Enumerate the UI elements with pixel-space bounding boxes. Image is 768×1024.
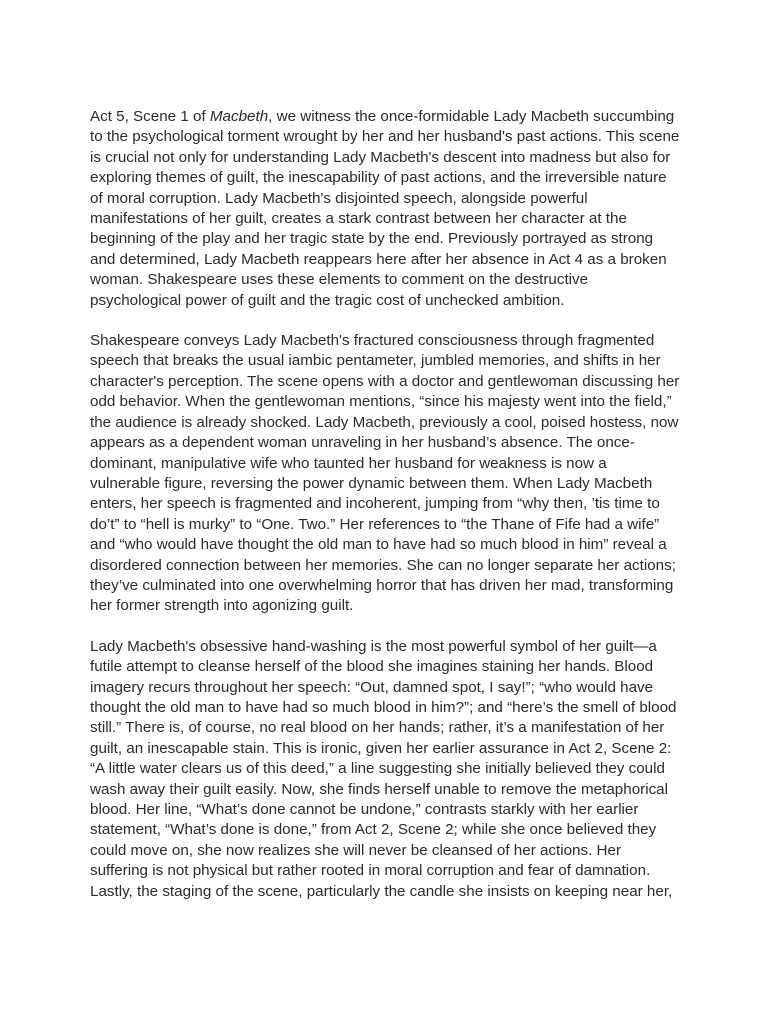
play-title: Macbeth: [209, 108, 269, 125]
paragraph-3: Lady Macbeth's obsessive hand-washing is the most powerful symbol of her guilt—a futile attempt to cleanse herself of the blood she imagines staining her hands. Blood imagery recurs throughout her speech: “Out, damned spot, I say!”; “who would have thought the old man to have had so much blood in him?”; and “here’s the smell of blood still.” There is, of course, no real blood on her hands; rather, it’s a manifestation of her guilt, an inescapable stain. This is ironic, given her earlier assurance in Act 2, Scene 2: “A little water clears us of this deed,” a line suggesting she initially believed they could wash away their guilt easily. Now, she finds herself unable to remove the metaphorical blood. Her line, “What’s done cannot be undone,” contrasts starkly with her earlier statement, “What’s done is done,” from Act 2, Scene 2; while she once believed they could move on, she now realizes she will never be cleansed of her actions. Her suffering is not physical but rather rooted in moral corruption and fear of damnation. Lastly, the staging of the scene, particularly the candle she insists on keeping near her,: [90, 637, 677, 900]
paragraph-1: [90, 107, 680, 311]
document-body: [90, 107, 680, 902]
paragraph-2: Shakespeare conveys Lady Macbeth's fractured consciousness through fragmented speech that breaks the usual iambic pentameter, jumbled memories, and shifts in her character's perception. The scene opens with a doctor and gentlewoman discussing her odd behavior. When the gentlewoman mentions, “since his majesty went into the field,” the audience is already shocked. Lady Macbeth, previously a cool, poised hostess, now appears as a dependent woman unraveling in her husband’s absence. The once-dominant, manipulative wife who taunted her husband for weakness is now a vulnerable figure, reversing the power dynamic between them. When Lady Macbeth enters, her speech is fragmented and incoherent, jumping from “why then, ’tis time to do’t” to “hell is murky” to “One. Two.” Her references to “the Thane of Fife had a wife” and “who would have thought the old man to have had so much blood in him” reveal a disordered connection between her memories. She can no longer separate her actions; they’ve culminated into one overwhelming horror that has driven her mad, transforming her former strength into agonizing guilt.: [90, 332, 680, 615]
paragraph-1-rest: , we witness the once-formidable Lady Macbeth succumbing to the psychological torment wrought by her and her husband's past actions. This scene is crucial not only for understanding Lady Macbeth's descent into madness but also for exploring themes of guilt, the inescapability of past actions, and the irreversible nature of moral corruption. Lady Macbeth's disjointed speech, alongside powerful manifestations of her guilt, creates a stark contrast between her character at the beginning of the play and her tragic state by the end. Previously portrayed as strong and determined, Lady Macbeth reappears here after her absence in Act 4 as a broken woman. Shakespeare uses these elements to comment on the destructive psychological power of guilt and the tragic cost of unchecked ambition.: [90, 108, 680, 309]
paragraph-1-lead: Act 5, Scene 1 of: [90, 108, 210, 125]
